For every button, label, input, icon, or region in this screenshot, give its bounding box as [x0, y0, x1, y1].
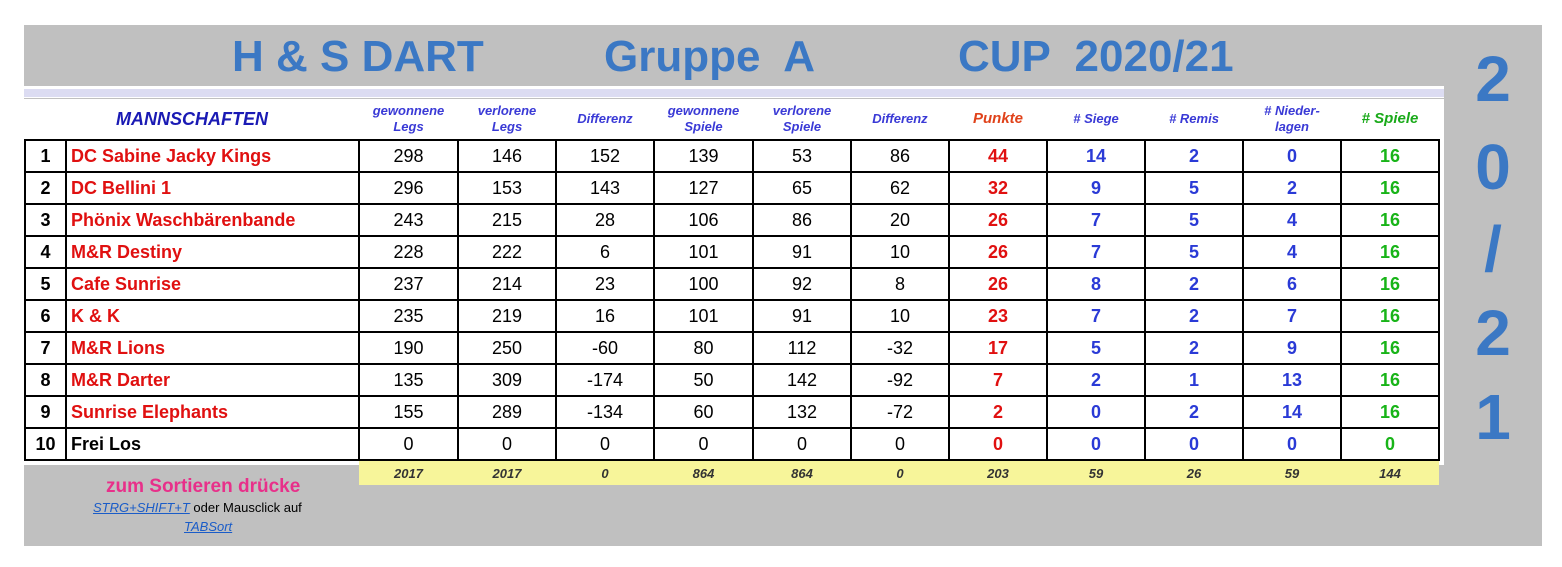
team-name: M&R Destiny: [66, 236, 359, 268]
won-games-cell: 101: [654, 300, 753, 332]
wins-cell: 5: [1047, 332, 1145, 364]
diff-legs-cell: 28: [556, 204, 654, 236]
points-cell: 26: [949, 204, 1047, 236]
total-cell: 2017: [359, 460, 458, 485]
points-cell: 32: [949, 172, 1047, 204]
points-cell: 26: [949, 268, 1047, 300]
games-cell: 0: [1341, 428, 1439, 460]
points-cell: 2: [949, 396, 1047, 428]
lost-legs-cell: 219: [458, 300, 556, 332]
wins-cell: 0: [1047, 428, 1145, 460]
lost-games-cell: 0: [753, 428, 851, 460]
table-row: [25, 268, 1439, 300]
draws-cell: 5: [1145, 172, 1243, 204]
team-name: Cafe Sunrise: [66, 268, 359, 300]
col-header-wins: # Siege: [1073, 111, 1119, 126]
total-cell: 26: [1145, 460, 1243, 485]
lost-legs-cell: 309: [458, 364, 556, 396]
wins-cell: 0: [1047, 396, 1145, 428]
losses-cell: 14: [1243, 396, 1341, 428]
wins-cell: 14: [1047, 140, 1145, 172]
col-header-lost-legs: verlorene Legs: [477, 103, 537, 134]
side-year-char: 2: [1475, 297, 1511, 369]
table-row: [25, 236, 1439, 268]
games-cell: 16: [1341, 268, 1439, 300]
diff-games-cell: 8: [851, 268, 949, 300]
col-header-diff-games: Differenz: [872, 111, 928, 126]
col-header-won-legs: gewonnene Legs: [372, 103, 445, 134]
table-row: [25, 172, 1439, 204]
header-row: [25, 99, 1439, 140]
lost-legs-cell: 214: [458, 268, 556, 300]
sort-hint-line: [93, 500, 302, 515]
diff-games-cell: 10: [851, 300, 949, 332]
won-games-cell: 80: [654, 332, 753, 364]
total-cell: 203: [949, 460, 1047, 485]
col-header-draws: # Remis: [1169, 111, 1219, 126]
rank-cell: 7: [25, 332, 66, 364]
draws-cell: 5: [1145, 204, 1243, 236]
lost-legs-cell: 289: [458, 396, 556, 428]
losses-cell: 4: [1243, 236, 1341, 268]
diff-games-cell: 10: [851, 236, 949, 268]
lost-games-cell: 53: [753, 140, 851, 172]
league-table-body: [25, 140, 1439, 460]
rank-cell: 2: [25, 172, 66, 204]
team-name: Frei Los: [66, 428, 359, 460]
games-cell: 16: [1341, 204, 1439, 236]
won-legs-cell: 243: [359, 204, 458, 236]
wins-cell: 7: [1047, 236, 1145, 268]
sort-shortcut-link[interactable]: STRG+SHIFT+T: [93, 500, 190, 515]
lost-games-cell: 65: [753, 172, 851, 204]
points-cell: 44: [949, 140, 1047, 172]
won-legs-cell: 237: [359, 268, 458, 300]
title-group: Gruppe A: [604, 32, 816, 81]
games-cell: 16: [1341, 332, 1439, 364]
table-row: [25, 300, 1439, 332]
lost-legs-cell: 146: [458, 140, 556, 172]
wins-cell: 7: [1047, 204, 1145, 236]
diff-games-cell: 20: [851, 204, 949, 236]
col-header-team: MANNSCHAFTEN: [116, 109, 268, 129]
won-legs-cell: 296: [359, 172, 458, 204]
won-games-cell: 101: [654, 236, 753, 268]
wins-cell: 7: [1047, 300, 1145, 332]
won-games-cell: 60: [654, 396, 753, 428]
total-cell: 0: [556, 460, 654, 485]
table-row: [25, 428, 1439, 460]
won-games-cell: 139: [654, 140, 753, 172]
total-cell: 144: [1341, 460, 1439, 485]
lost-games-cell: 91: [753, 300, 851, 332]
losses-cell: 0: [1243, 140, 1341, 172]
rank-cell: 5: [25, 268, 66, 300]
side-year-char: 0: [1475, 131, 1511, 203]
diff-legs-cell: -174: [556, 364, 654, 396]
rank-cell: 6: [25, 300, 66, 332]
draws-cell: 2: [1145, 300, 1243, 332]
lost-games-cell: 86: [753, 204, 851, 236]
games-cell: 16: [1341, 236, 1439, 268]
side-year-char: /: [1484, 213, 1502, 285]
total-cell: 2017: [458, 460, 556, 485]
won-games-cell: 127: [654, 172, 753, 204]
losses-cell: 0: [1243, 428, 1341, 460]
draws-cell: 1: [1145, 364, 1243, 396]
lost-legs-cell: 0: [458, 428, 556, 460]
diff-games-cell: -72: [851, 396, 949, 428]
draws-cell: 0: [1145, 428, 1243, 460]
wins-cell: 2: [1047, 364, 1145, 396]
lost-legs-cell: 153: [458, 172, 556, 204]
losses-cell: 6: [1243, 268, 1341, 300]
team-name: DC Sabine Jacky Kings: [66, 140, 359, 172]
games-cell: 16: [1341, 140, 1439, 172]
losses-cell: 4: [1243, 204, 1341, 236]
lost-legs-cell: 215: [458, 204, 556, 236]
team-name: M&R Lions: [66, 332, 359, 364]
team-name: K & K: [66, 300, 359, 332]
rank-cell: 8: [25, 364, 66, 396]
points-cell: 0: [949, 428, 1047, 460]
side-year-char: 1: [1475, 381, 1511, 453]
points-cell: 17: [949, 332, 1047, 364]
diff-games-cell: 62: [851, 172, 949, 204]
rank-cell: 10: [25, 428, 66, 460]
won-legs-cell: 228: [359, 236, 458, 268]
tabsort-link-wrap: [184, 519, 232, 534]
rank-cell: 1: [25, 140, 66, 172]
won-games-cell: 50: [654, 364, 753, 396]
draws-cell: 2: [1145, 268, 1243, 300]
col-header-won-games: gewonnene Spiele: [667, 103, 740, 134]
draws-cell: 2: [1145, 140, 1243, 172]
diff-legs-cell: 16: [556, 300, 654, 332]
team-name: DC Bellini 1: [66, 172, 359, 204]
total-cell: 864: [753, 460, 851, 485]
won-legs-cell: 298: [359, 140, 458, 172]
diff-games-cell: -32: [851, 332, 949, 364]
draws-cell: 5: [1145, 236, 1243, 268]
games-cell: 16: [1341, 300, 1439, 332]
diff-legs-cell: 143: [556, 172, 654, 204]
sort-hint-middle: oder Mausclick auf: [189, 500, 302, 515]
lost-games-cell: 132: [753, 396, 851, 428]
rank-cell: 3: [25, 204, 66, 236]
league-table-area: [24, 99, 1444, 481]
lost-games-cell: 142: [753, 364, 851, 396]
won-games-cell: 106: [654, 204, 753, 236]
rank-cell: 9: [25, 396, 66, 428]
diff-legs-cell: 152: [556, 140, 654, 172]
draws-cell: 2: [1145, 332, 1243, 364]
points-cell: 23: [949, 300, 1047, 332]
total-cell: 59: [1047, 460, 1145, 485]
diff-games-cell: -92: [851, 364, 949, 396]
won-legs-cell: 190: [359, 332, 458, 364]
title-cup: CUP 2020/21: [958, 32, 1234, 81]
col-header-points: Punkte: [972, 110, 1023, 127]
won-legs-cell: 235: [359, 300, 458, 332]
won-games-cell: 0: [654, 428, 753, 460]
draws-cell: 2: [1145, 396, 1243, 428]
diff-legs-cell: -134: [556, 396, 654, 428]
table-row: [25, 204, 1439, 236]
losses-cell: 9: [1243, 332, 1341, 364]
team-name: M&R Darter: [66, 364, 359, 396]
losses-cell: 13: [1243, 364, 1341, 396]
col-header-lost-games: verlorene Spiele: [772, 103, 832, 134]
losses-cell: 2: [1243, 172, 1341, 204]
won-legs-cell: 0: [359, 428, 458, 460]
table-row: [25, 364, 1439, 396]
tabsort-link[interactable]: TABSort: [184, 519, 233, 534]
lost-games-cell: 92: [753, 268, 851, 300]
wins-cell: 8: [1047, 268, 1145, 300]
points-cell: 7: [949, 364, 1047, 396]
lost-games-cell: 91: [753, 236, 851, 268]
won-games-cell: 100: [654, 268, 753, 300]
diff-legs-cell: -60: [556, 332, 654, 364]
team-name: Phönix Waschbärenbande: [66, 204, 359, 236]
diff-games-cell: 0: [851, 428, 949, 460]
table-row: [25, 140, 1439, 172]
games-cell: 16: [1341, 172, 1439, 204]
diff-games-cell: 86: [851, 140, 949, 172]
losses-cell: 7: [1243, 300, 1341, 332]
team-name: Sunrise Elephants: [66, 396, 359, 428]
title-left: H & S DART: [232, 32, 484, 81]
total-cell: 0: [851, 460, 949, 485]
games-cell: 16: [1341, 396, 1439, 428]
won-legs-cell: 135: [359, 364, 458, 396]
diff-legs-cell: 6: [556, 236, 654, 268]
wins-cell: 9: [1047, 172, 1145, 204]
points-cell: 26: [949, 236, 1047, 268]
diff-legs-cell: 23: [556, 268, 654, 300]
col-header-losses: # Nieder- lagen: [1264, 103, 1320, 134]
table-row: [25, 396, 1439, 428]
lost-games-cell: 112: [753, 332, 851, 364]
total-cell: 59: [1243, 460, 1341, 485]
side-year-char: 2: [1475, 43, 1511, 115]
header-divider-bar: [24, 86, 1444, 98]
games-cell: 16: [1341, 364, 1439, 396]
table-row: [25, 332, 1439, 364]
sort-hint-title: zum Sortieren drücke: [106, 476, 301, 497]
lost-legs-cell: 250: [458, 332, 556, 364]
league-table: [24, 99, 1440, 485]
rank-cell: 4: [25, 236, 66, 268]
diff-legs-cell: 0: [556, 428, 654, 460]
col-header-diff-legs: Differenz: [577, 111, 633, 126]
col-header-games: # Spiele: [1361, 110, 1419, 127]
total-cell: 864: [654, 460, 753, 485]
won-legs-cell: 155: [359, 396, 458, 428]
lost-legs-cell: 222: [458, 236, 556, 268]
